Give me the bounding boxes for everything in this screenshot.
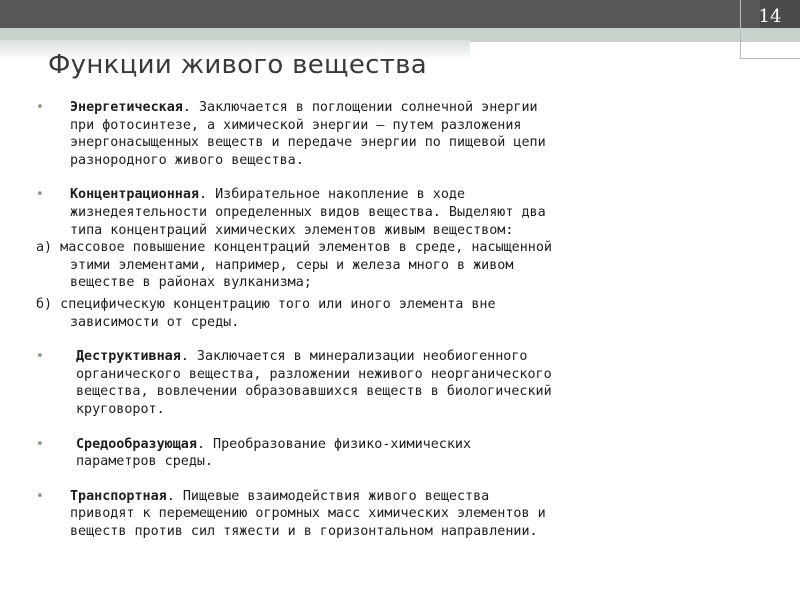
text-line: приводят к перемещению огромных масс химических элементов и — [70, 506, 546, 522]
text-line: при фотосинтезе, а химической энергии – путем разложения — [70, 117, 522, 133]
text-line: . Пищевые взаимодействия живого вещества — [166, 488, 490, 504]
slide-number: 14 — [758, 6, 782, 27]
text-line: круговорот. — [76, 401, 165, 417]
text-line: . Заключается в поглощении солнечной энергии — [182, 100, 538, 115]
list-item-concentration — [36, 186, 786, 239]
decorative-stripe — [0, 28, 800, 40]
top-bar — [0, 0, 800, 28]
text-line: органического вещества, разложении неживого неорганического — [76, 366, 552, 382]
text-line: веществе в районах вулканизма; — [70, 275, 312, 291]
term: Концентрационная — [70, 187, 199, 203]
text-line: . Преобразование физико-химических — [196, 436, 472, 452]
list-item-environment-forming — [36, 436, 786, 471]
text-line: . Избирательное накопление в ходе — [199, 187, 466, 203]
bullet-icon: • — [36, 100, 44, 115]
bullet-icon: • — [36, 488, 44, 504]
list-item-destructive — [36, 348, 786, 418]
text-line: б) специфическую концентрацию того или иного элемента вне — [36, 296, 496, 312]
bullet-icon: • — [36, 436, 44, 452]
text-line: этими элементами, например, серы и железа много в живом — [70, 257, 514, 273]
term: Транспортная — [70, 488, 167, 504]
text-line: а) массовое повышение концентраций элементов в среде, насыщенной — [36, 240, 552, 256]
subitem-b — [0, 296, 786, 331]
text-line: вещества, вовлечении образовавшихся веществ в биологический — [76, 384, 552, 400]
term: Средообразующая — [76, 436, 197, 452]
text-line: жизнедеятельности определенных видов вещества. Выделяют два — [70, 204, 546, 220]
bullet-icon: • — [36, 349, 44, 365]
text-line: энергонасыщенных веществ и передаче энергии по пищевой цепи — [70, 135, 546, 151]
term: Энергетическая — [70, 100, 183, 115]
text-line: параметров среды. — [76, 454, 214, 470]
text-line: зависимости от среды. — [70, 314, 240, 330]
text-line: веществ против сил тяжести и в горизонтальном направлении. — [70, 523, 538, 539]
list-item-transport — [36, 488, 786, 541]
text-line: типа концентраций химических элементов живым веществом: — [70, 222, 514, 238]
text-line: разнородного живого вещества. — [70, 152, 304, 168]
bullet-icon: • — [36, 187, 44, 203]
text-line: . Заключается в минерализации необиогенного — [180, 349, 528, 365]
slide-title: Функции живого вещества — [48, 50, 428, 80]
slide-content — [36, 99, 786, 557]
term: Деструктивная — [76, 349, 181, 365]
list-item-energetic — [36, 99, 786, 169]
subitem-a — [0, 239, 786, 292]
